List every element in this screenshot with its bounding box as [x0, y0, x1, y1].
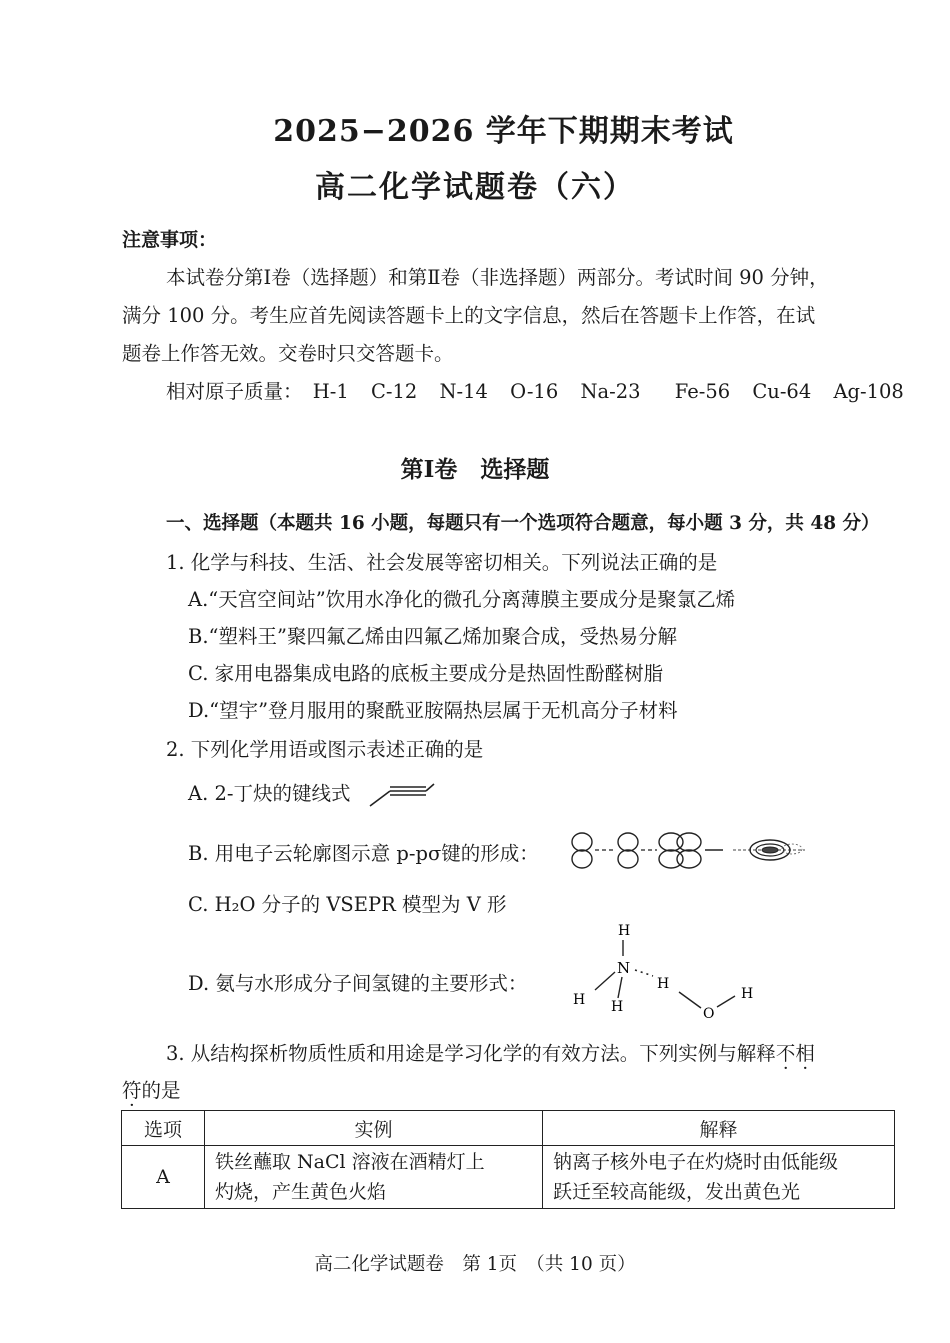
page-footer: 高二化学试题卷 第 1页 （共 10 页） — [314, 1254, 636, 1275]
atomic-mass-o: O-16 — [510, 380, 559, 403]
atom-h-water-2: H — [741, 986, 754, 1002]
notice-line-3: 题卷上作答无效。交卷时只交答题卡。 — [122, 342, 454, 365]
row-a-example-line-1: 铁丝蘸取 NaCl 溶液在酒精灯上 — [215, 1151, 485, 1173]
row-a-explanation-line-1: 钠离子核外电子在灼烧时由低能级 — [553, 1151, 839, 1173]
atomic-mass-n: N-14 — [439, 380, 488, 403]
butyne-skeletal-formula — [366, 780, 436, 810]
row-a-example-line-2: 灼烧，产生黄色火焰 — [215, 1181, 387, 1203]
q1-stem: 1. 化学与科技、生活、社会发展等密切相关。下列说法正确的是 — [166, 551, 718, 574]
q3-stem-line-2 — [122, 1075, 181, 1103]
col-header-option: 选项 — [122, 1111, 205, 1146]
atom-h-left: H — [573, 992, 586, 1008]
q1-option-b: B.“塑料王”聚四氟乙烯由四氟乙烯加聚合成，受热易分解 — [188, 625, 677, 648]
q3-stem-end: 的是 — [141, 1079, 181, 1102]
notice-line-2: 满分 100 分。考生应首先阅读答题卡上的文字信息，然后在答题卡上作答，在试 — [122, 304, 816, 327]
q1-option-d: D.“望宇”登月服用的聚酰亚胺隔热层属于无机高分子材料 — [188, 699, 678, 722]
row-a-explanation-line-2: 跃迁至较高能级，发出黄色光 — [553, 1181, 801, 1203]
q3-table — [121, 1110, 895, 1209]
q2-stem: 2. 下列化学用语或图示表述正确的是 — [166, 738, 484, 761]
atomic-mass-cu: Cu-64 — [752, 380, 812, 403]
q3-emphasis-1: 不 — [775, 1042, 796, 1065]
section-title: 第Ⅰ卷 选择题 — [400, 456, 550, 483]
table-row — [122, 1146, 895, 1209]
notice-heading: 注意事项： — [122, 229, 218, 251]
q3-stem-text: 3. 从结构探析物质性质和用途是学习化学的有效方法。下列实例与解释 — [166, 1042, 776, 1065]
table-header-row — [122, 1111, 895, 1146]
exam-title: 2025−2026 学年下期期末考试 — [273, 114, 734, 149]
atomic-mass-h: H-1 — [312, 380, 349, 403]
part-heading: 一、选择题（本题共 16 小题，每题只有一个选项符合题意，每小题 3 分，共 48 分） — [166, 513, 880, 534]
row-a-explanation — [543, 1146, 895, 1209]
atomic-mass-na: Na-23 — [580, 380, 641, 403]
q3-emphasis-3: 符 — [122, 1079, 142, 1102]
q2-option-c: C. H₂O 分子的 VSEPR 模型为 V 形 — [188, 893, 507, 916]
q1-option-a: A.“天宫空间站”饮用水净化的微孔分离薄膜主要成分是聚氯乙烯 — [188, 588, 736, 611]
col-header-explanation: 解释 — [543, 1111, 895, 1146]
atom-h-top: H — [618, 923, 631, 939]
atomic-mass-label: 相对原子质量： — [166, 380, 303, 403]
q2-option-d: D. 氨与水形成分子间氢键的主要形式： — [188, 972, 528, 995]
q2-option-b: B. 用电子云轮廓图示意 p-pσ键的形成： — [188, 842, 539, 865]
q3-emphasis-2: 相 — [795, 1042, 815, 1065]
atom-h-mid: H — [611, 999, 624, 1015]
atom-n: N — [617, 959, 631, 977]
row-a-example — [205, 1146, 543, 1209]
atomic-mass-ag: Ag-108 — [833, 380, 904, 403]
atom-h-water-1: H — [657, 976, 670, 992]
q1-option-c: C. 家用电器集成电路的底板主要成分是热固性酚醛树脂 — [188, 662, 664, 685]
col-header-example: 实例 — [205, 1111, 543, 1146]
atomic-mass-fe: Fe-56 — [674, 380, 731, 403]
q2-option-a: A. 2-丁炔的键线式 — [188, 782, 351, 805]
q3-stem-line-1 — [166, 1038, 815, 1066]
exam-subtitle: 高二化学试题卷（六） — [315, 170, 635, 205]
atomic-mass-row — [166, 376, 904, 404]
notice-line-1: 本试卷分第Ⅰ卷（选择题）和第Ⅱ卷（非选择题）两部分。考试时间 90 分钟， — [166, 266, 829, 289]
row-a-option: A — [122, 1146, 205, 1209]
atomic-mass-c: C-12 — [370, 380, 418, 403]
atom-o: O — [703, 1006, 715, 1022]
p-p-sigma-bond-diagram — [565, 830, 810, 870]
ammonia-water-hydrogen-bond — [565, 920, 765, 1025]
